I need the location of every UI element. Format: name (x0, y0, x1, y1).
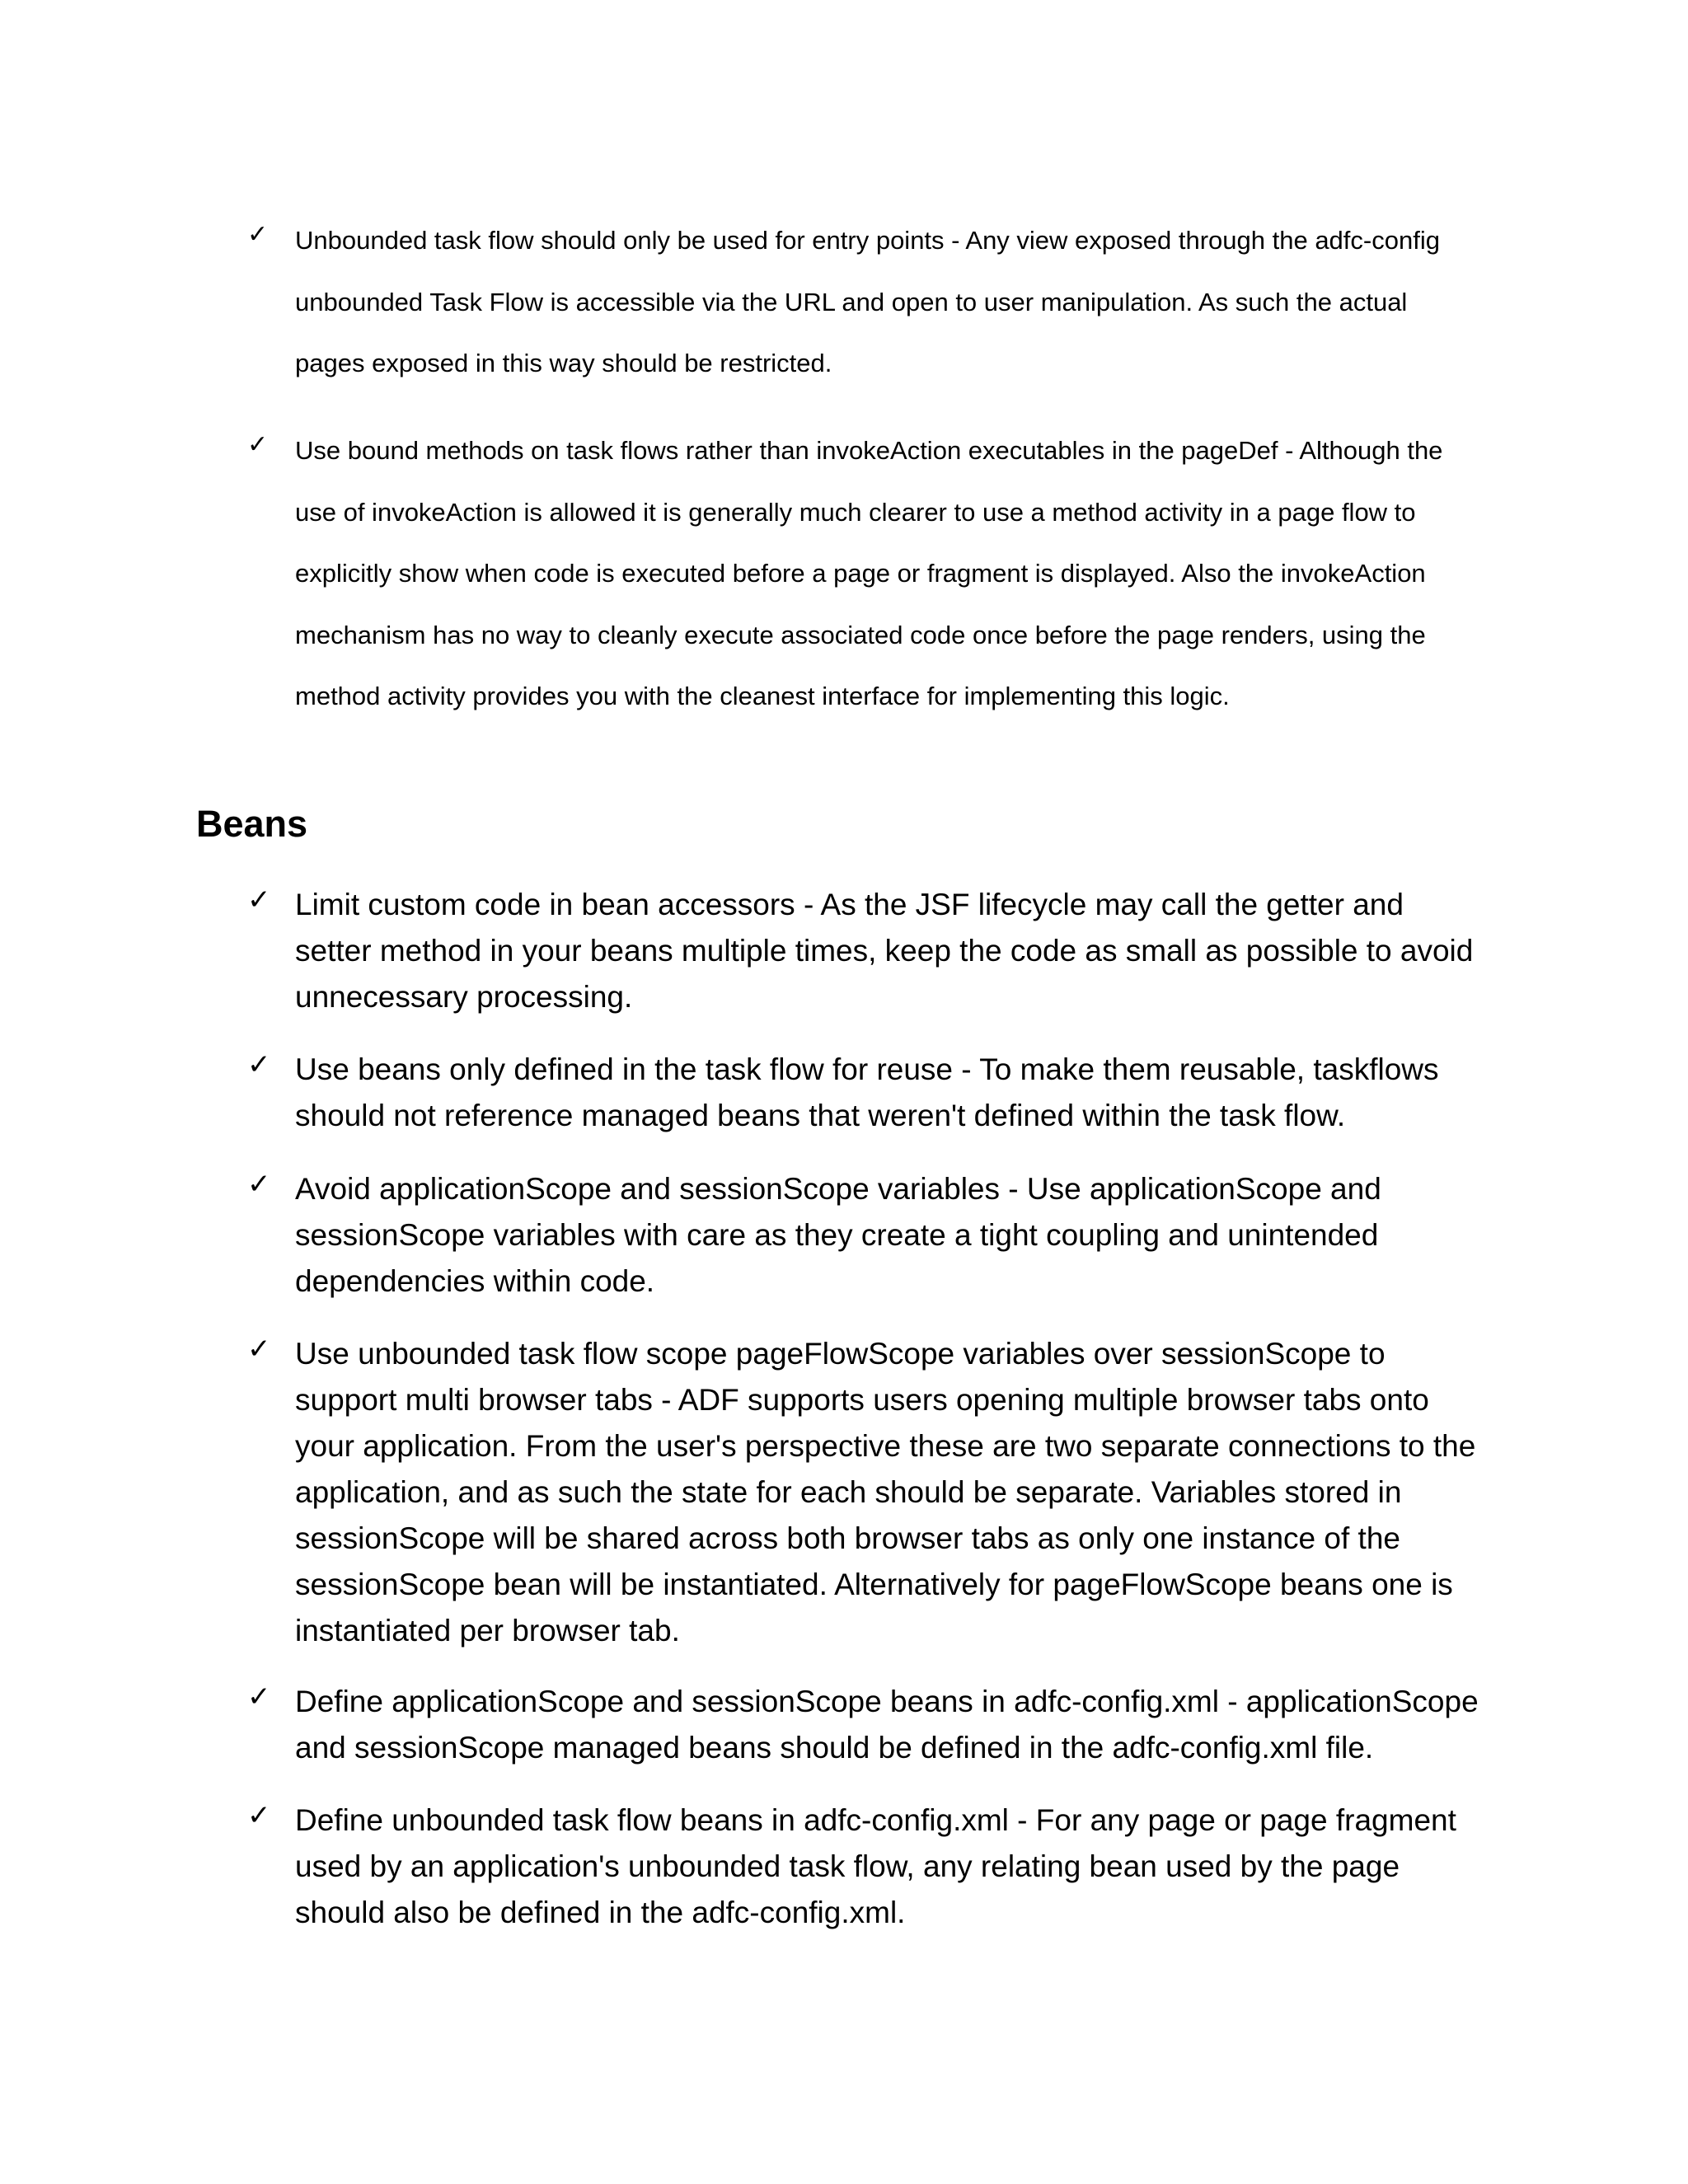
bullet-item-text: Unbounded task flow should only be used for entry points - Any view exposed through the adfc-config unbounded Task Flow is accessible via the URL and open to user manipulation. As such the actual pages exposed in this way should be restricted. (295, 226, 1440, 377)
checkmark-icon: ✓ (247, 1333, 271, 1366)
checkmark-icon: ✓ (247, 1799, 271, 1832)
section-heading-beans: Beans (196, 803, 308, 845)
bullet-item-text: Define applicationScope and sessionScope beans in adfc-config.xml - applicationScope and sessionScope managed beans should be defined in the adfc-config.xml file. (295, 1685, 1479, 1765)
bullet-item-text: Use bound methods on task flows rather than invokeAction executables in the pageDef - Although the use of invokeAction is allowed it is generally much clearer to use a method activity in a page flow to explicitly show when code is executed before a page or fragment is displayed. Also the invokeAction mechanism has no way to cleanly execute associated code once before the page renders, using the method activity provides you with the cleanest interface for implementing this logic. (295, 436, 1443, 710)
checkmark-icon: ✓ (247, 1048, 271, 1081)
bullet-item-text: Use beans only defined in the task flow for reuse - To make them reusable, taskflows should not reference managed beans that weren't defined within the task flow. (295, 1052, 1439, 1132)
bullet-item-text: Avoid applicationScope and sessionScope variables - Use applicationScope and sessionScope variables with care as they create a tight coupling and unintended dependencies within code. (295, 1172, 1381, 1298)
checkmark-icon: ✓ (247, 220, 269, 249)
checkmark-icon: ✓ (247, 1680, 271, 1713)
checkmark-icon: ✓ (247, 1168, 271, 1201)
checkmark-icon: ✓ (247, 430, 269, 459)
bullet-item-text: Limit custom code in bean accessors - As the JSF lifecycle may call the getter and setter method in your beans multiple times, keep the code as small as possible to avoid unnecessary processing. (295, 888, 1474, 1014)
bullet-item-text: Define unbounded task flow beans in adfc-config.xml - For any page or page fragment used by an application's unbounded task flow, any relating bean used by the page should also be defined in the adfc-config.xml. (295, 1803, 1456, 1929)
checkmark-icon: ✓ (247, 883, 271, 916)
bullet-item-text: Use unbounded task flow scope pageFlowScope variables over sessionScope to support multi browser tabs - ADF supports users opening multiple browser tabs onto your application. From the user's perspective these are two separate connections to the application, and as such the state for each should be separate. Variables stored in sessionScope will be shared across both browser tabs as only one instance of the sessionScope bean will be instantiated. Alternatively for pageFlowScope beans one is instantiated per browser tab. (295, 1337, 1476, 1647)
